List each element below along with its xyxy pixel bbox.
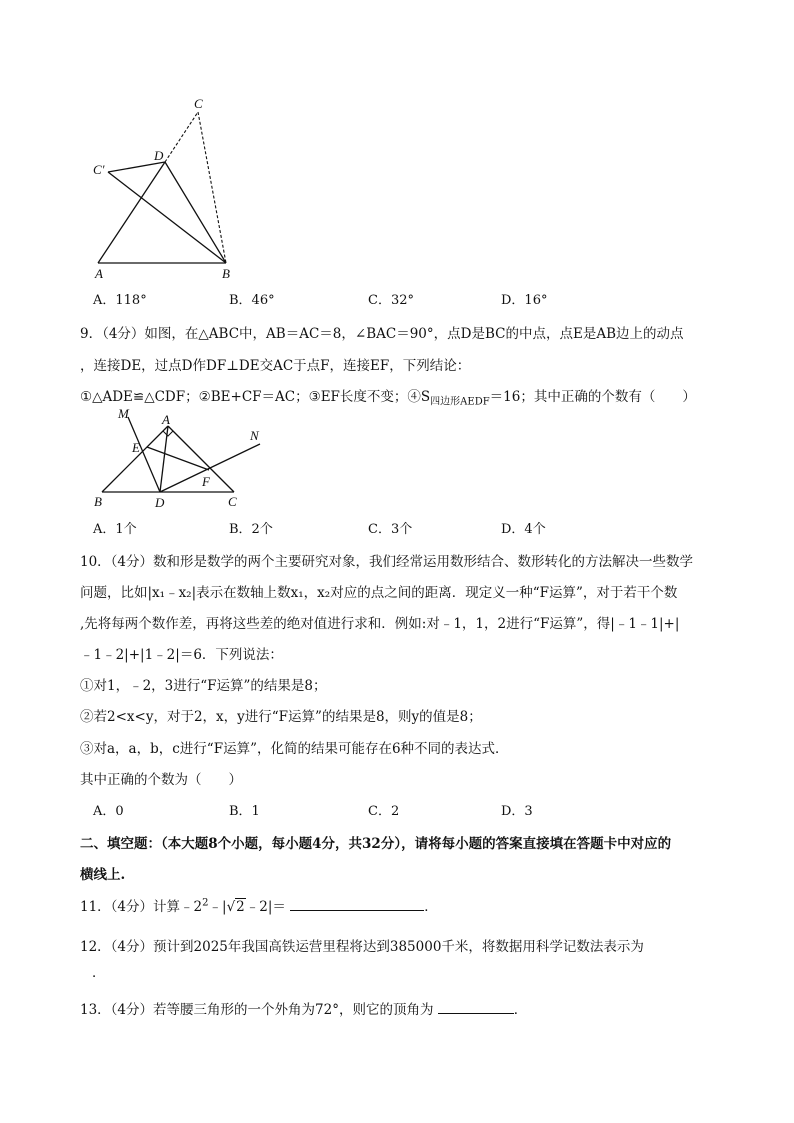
q9-option-a: A．1个 bbox=[93, 522, 137, 537]
q11-answer-blank[interactable] bbox=[290, 898, 424, 911]
q10-option-c: C．2 bbox=[368, 804, 400, 819]
q11-suffix: ． bbox=[424, 899, 438, 915]
q8-option-b: B．46° bbox=[229, 293, 275, 308]
segment-AD bbox=[160, 426, 168, 492]
right-angle-mark bbox=[163, 431, 173, 436]
label-F: F bbox=[202, 474, 210, 489]
segment-CpD bbox=[108, 162, 165, 172]
q11-expr-a: ﹣2 bbox=[180, 899, 203, 915]
dashed-DC bbox=[165, 112, 198, 162]
segment-AD bbox=[98, 162, 165, 263]
segment-CpB bbox=[108, 172, 226, 263]
q9-option-c: C．3个 bbox=[368, 522, 413, 537]
q8-option-d: D．16° bbox=[501, 293, 548, 308]
q12-line1: 12．（4分）预计到2025年我国高铁运营里程将达到385000千米，将数据用科学记数法表示为 bbox=[80, 939, 644, 955]
q12-line2: ． bbox=[92, 965, 106, 981]
q10-line-2: 问题，比如|x₁﹣x₂|表示在数轴上数x₁，x₂对应的点之间的距离．现定义一种“F运算”，对于若干个数 bbox=[80, 585, 678, 601]
q13 bbox=[80, 998, 527, 1018]
segment-BA bbox=[102, 426, 168, 492]
sqrt-icon: √ bbox=[226, 899, 236, 915]
q11-expr-b: ﹣| bbox=[208, 899, 227, 915]
q11-exponent: 2 bbox=[202, 897, 209, 909]
q11 bbox=[80, 895, 438, 915]
section2-heading-line2: 横线上. bbox=[80, 867, 126, 883]
q10-option-b: B．1 bbox=[229, 804, 260, 819]
label-N: N bbox=[250, 428, 259, 443]
q10-option-d: D．3 bbox=[501, 804, 533, 819]
q10-statement-1: ①对1，﹣2，3进行“F运算”的结果是8； bbox=[80, 678, 327, 694]
q10-option-a: A．0 bbox=[93, 804, 124, 819]
q9-line2: ，连接DE，过点D作DF⊥DE交AC于点F，连接EF，下列结论： bbox=[80, 358, 471, 374]
label-B: B bbox=[94, 494, 102, 509]
q13-prefix: 13．（4分）若等腰三角形的一个外角为72°，则它的顶角为 bbox=[80, 1002, 434, 1018]
q8-figure bbox=[88, 92, 248, 282]
q11-expr-c: ﹣2|＝ bbox=[245, 899, 286, 915]
q9-line1: 9．（4分）如图，在△ABC中，AB＝AC＝8，∠BAC＝90°，点D是BC的中点，点E是AB边上的动点 bbox=[80, 326, 684, 342]
label-M: M bbox=[118, 406, 129, 421]
q9-option-d: D．4个 bbox=[501, 522, 546, 537]
q9-conclusions: ①△ADE≌△CDF；②BE+CF＝AC；③EF长度不变；④S bbox=[80, 389, 431, 405]
q9-figure bbox=[88, 404, 273, 516]
label-C: C bbox=[194, 96, 203, 111]
q9-option-b: B．2个 bbox=[229, 522, 273, 537]
q8-option-a: A．118° bbox=[93, 293, 147, 308]
section2-heading-line1: 二、填空题：（本大题8个小题，每小题4分，共32分），请将每小题的答案直接填在答题卡中对应的 bbox=[80, 836, 672, 852]
label-Cp: C′ bbox=[93, 162, 105, 177]
label-A: A bbox=[162, 412, 170, 427]
q13-suffix: ． bbox=[513, 1002, 528, 1018]
label-D: D bbox=[155, 495, 165, 510]
label-E: E bbox=[132, 440, 140, 455]
label-A: A bbox=[95, 266, 103, 281]
q10-question: 其中正确的个数为（ ） bbox=[80, 772, 242, 788]
ray-DN bbox=[160, 444, 260, 492]
label-C: C bbox=[228, 494, 237, 509]
q11-radicand: 2 bbox=[236, 899, 245, 915]
q8-option-c: C．32° bbox=[368, 293, 414, 308]
q10-line-1: 10．（4分）数和形是数学的两个主要研究对象，我们经常运用数形结合、数形转化的方法解决一些数学 bbox=[80, 554, 694, 570]
q9-conclusions-end: ＝16；其中正确的个数有（ ） bbox=[489, 389, 696, 405]
q10-statement-3: ③对a，a，b，c进行“F运算”，化简的结果可能存在6种不同的表达式． bbox=[80, 741, 509, 757]
q10-line-4: ﹣1﹣2|+|1﹣2|＝6．下列说法： bbox=[80, 647, 283, 663]
q13-answer-blank[interactable] bbox=[438, 1001, 514, 1014]
q10-statement-2: ②若2<x<y，对于2，x，y进行“F运算”的结果是8，则y的值是8； bbox=[80, 709, 482, 725]
q11-prefix: 11．（4分）计算 bbox=[80, 899, 181, 915]
q9-area-subscript: 四边形AEDF bbox=[430, 396, 490, 408]
label-D: D bbox=[154, 148, 164, 163]
label-B: B bbox=[222, 266, 230, 281]
q10-line-3: ,先将每两个数作差，再将这些差的绝对值进行求和．例如:对﹣1，1，2进行“F运算”，得|﹣1﹣1|+| bbox=[80, 616, 680, 632]
